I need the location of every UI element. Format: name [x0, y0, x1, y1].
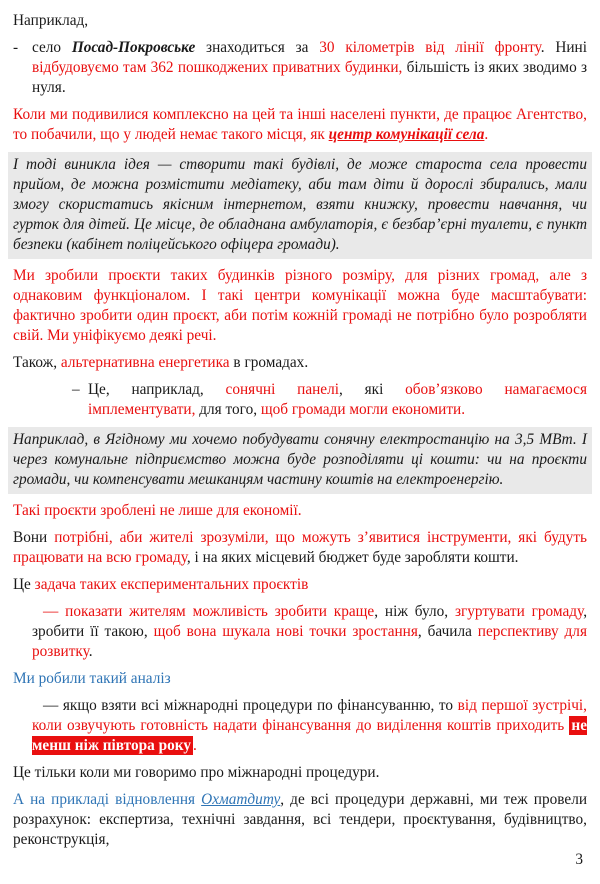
text-run: відбудовуємо там 362 пошкоджених приватних будинки, [32, 59, 403, 76]
okhmatdyt-link[interactable]: Охматдиту [201, 791, 281, 808]
text-run: альтернативна енергетика [60, 354, 230, 371]
text-run: сонячні панелі [225, 381, 339, 398]
text-run: для того, [195, 401, 261, 418]
list-item-soniachni-paneli [72, 380, 587, 420]
quote-block-yahidne [8, 427, 592, 494]
text-run: від першої зустрічі, коли озвучують готовність надати фінансування до виділення коштів приходить [32, 697, 587, 734]
text-run: — якщо взяти всі міжнародні процедури по фінансуванню, то [43, 697, 458, 714]
paragraph-okhmatdyt [13, 790, 587, 850]
text-run: , зробити її такою, [32, 603, 588, 640]
text-run: — показати жителям можливість зробити краще [43, 603, 375, 620]
text-run: Такі проєкти зроблені не лише для економії. [13, 502, 302, 519]
text-run: Посад-Покровське [71, 39, 196, 56]
text-run: Також, [13, 354, 61, 371]
quote-pokazaty-zhyteliam [32, 602, 587, 662]
document-body [13, 11, 587, 850]
paragraph-tse-zadacha [13, 575, 587, 595]
paragraph-koly-my-podyvylysia [13, 105, 587, 145]
text-run: , ніж було, [374, 603, 455, 620]
text-run: . [193, 737, 197, 754]
quote-mizhnarodni-protsedury [32, 696, 587, 756]
text-run: . [88, 643, 93, 660]
paragraph-vony-potribni [13, 528, 587, 568]
text-run: знаходиться за [195, 39, 320, 56]
text-run: село [32, 39, 72, 56]
text-run: Ми робили такий аналіз [13, 670, 171, 687]
page-number: 3 [575, 851, 583, 868]
text-run: . Нині [540, 39, 587, 56]
text-run: більшість із яких зводимо з нуля. [32, 59, 587, 96]
text-run: . [484, 126, 489, 143]
text-run: , які [338, 381, 406, 398]
text-run: Наприклад, [13, 12, 89, 29]
paragraph-my-zrobyly-proiekty [13, 266, 587, 346]
paragraph-my-robyly-analiz [13, 669, 587, 689]
quote-block-idea [8, 152, 592, 259]
text-run: Це тільки коли ми говоримо про міжнародні процедури. [13, 764, 380, 781]
text-run: щоб вона шукала нові точки зростання [153, 623, 418, 640]
text-run: А на прикладі відновлення [13, 791, 202, 808]
paragraph-tse-tilky-koly [13, 763, 587, 783]
text-run: центр комунікації села [328, 126, 485, 143]
text-run: щоб громади могли економити. [260, 401, 466, 418]
text-run: потрібні, аби жителі зрозуміли, що можуть з’явитися інструменти, які будуть працювати на всю громаду [13, 529, 587, 566]
text-run: 30 кілометрів від лінії фронту [319, 39, 541, 56]
list-marker: - [13, 39, 19, 56]
text-run: , де всі процедури державні, ми теж провели розрахунок: експертиза, технічні завдання, всі тендери, проєктування, будівництво, реконструкція, [13, 791, 588, 848]
list-item-posad-pokrovske [13, 38, 587, 98]
text-run: перспективу для розвитку [32, 623, 587, 660]
paragraph-napryklad [13, 11, 587, 31]
text-run: Ми зробили проєкти таких будинків різного розміру, для різних громад, але з однаковим функціоналом. І такі центри комунікації можна буде масштабувати: фактично зробити один проєкт, аби потім кожній громаді не потрібно було розробляти свій. Ми уніфікуємо деякі речі. [13, 267, 587, 344]
text-run: Вони [13, 529, 55, 546]
text-run: Це, наприклад, [88, 381, 226, 398]
text-run: згуртувати громаду [454, 603, 584, 620]
text-run: , бачила [417, 623, 478, 640]
text-run: в громадах. [229, 354, 309, 371]
text-run: Коли ми подивилися комплексно на цей та інші населені пункти, де працює Агентство, то побачили, що у людей немає такого місця, як [13, 106, 587, 143]
paragraph-taki-proiekty [13, 501, 587, 521]
list-marker: – [72, 381, 80, 398]
text-run: Це [13, 576, 35, 593]
text-run: Наприклад, в Ягідному ми хочемо побудувати сонячну електростанцію на 3,5 МВт. І через комунальне підприємство можна буде розподіляти ці кошти: чи на проєкти громади, чи компенсувати мешканцям частину коштів на електроенергію. [13, 431, 587, 488]
text-run: не менш ніж півтора року [32, 717, 587, 754]
text-run: задача таких експериментальних проєктів [34, 576, 309, 593]
text-run: , і на яких місцевий бюджет буде заробляти кошти. [186, 549, 519, 566]
paragraph-takozh-enerhetyka [13, 353, 587, 373]
text-run: І тоді виникла ідея — створити такі будівлі, де може староста села провести прийом, де можна розмістити медіатеку, аби там діти й дорослі збирались, мали змогу скористатись якісним інтернетом, взяти книжку, провести навчання, чи гурток для дітей. Це місце, де обладнана амбулаторія, є безбар’єрні туалети, є пункт безпеки (кабінет поліцейського офіцера громади). [13, 156, 587, 253]
text-run: обов’язково намагаємося імплементувати, [88, 381, 587, 418]
